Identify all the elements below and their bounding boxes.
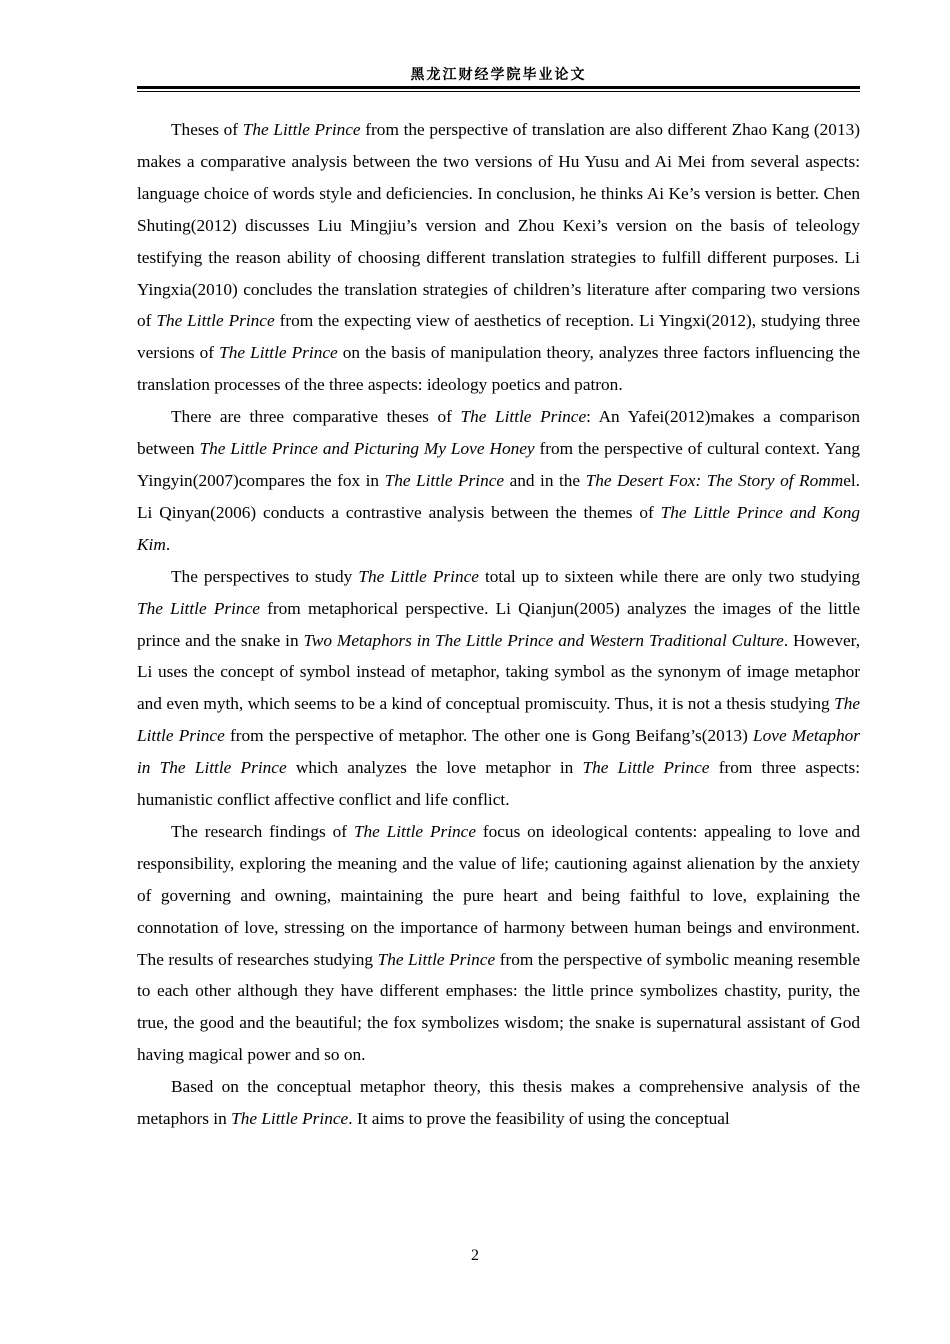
text-span: from the perspective of metaphor. The other one is Gong Beifang’s(2013) (224, 726, 754, 746)
text-span: . It aims to prove the feasibility of using the conceptual (348, 1109, 730, 1129)
body-paragraph (137, 1071, 860, 1135)
italic-title-span: The Little Prince (582, 758, 710, 778)
italic-title-span: The Little Prince (242, 120, 361, 139)
text-span: Based on the conceptual metaphor theory, this thesis makes a comprehensive analysis of the metaphors in (137, 1077, 860, 1129)
italic-title-span: The Little Prince and Kong Kim (137, 502, 860, 554)
text-span: from the perspective of symbolic meaning resemble to each other although they have different emphases: the little prince symbolizes chastity, purity, the true, the good and the beautiful; the fox symbolizes wisdom; the snake is supernatural assistant of God having magical power and so on. (137, 949, 860, 1065)
italic-title-span: The Little Prince (460, 407, 587, 427)
italic-title-span: The Little Prince (156, 311, 275, 331)
italic-title-span: The Little Prince (137, 694, 860, 746)
text-span: from the perspective of translation are also different Zhao Kang (2013) makes a comparative analysis between the two versions of Hu Yusu and Ai Mei from several aspects: language choice of words style and deficiencies. In conclusion, he thinks Ai Ke’s version is better. Chen Shuting(2012) discusses Liu Mingjiu’s version and Zhou Kexi’s version on the basis of teleology testifying the reason ability of choosing different translation strategies to fulfill different purposes. Li Yingxia(2010) concludes the translation strategies of children’s literature after comparing two versions of (137, 120, 860, 331)
header-rule-thin (137, 91, 860, 92)
text-span: from the perspective of cultural context. Yang Yingyin(2007)compares the fox in (137, 439, 860, 490)
header-rule-thick (137, 86, 860, 89)
italic-title-span: The Little Prince (377, 949, 496, 969)
text-span: focus on ideological contents: appealing to love and responsibility, exploring the meaning and the value of life; cautioning against alienation by the anxiety of governing and owning, maintaining the pure heart and being faithful to love, explaining the connotation of love, stressing on the importance of harmony between human beings and environment. The results of researches studying (137, 821, 860, 969)
body-paragraph (137, 401, 860, 561)
italic-title-span: The Little Prince (384, 470, 505, 490)
text-span: and in the (504, 470, 586, 490)
page-header-title: 黑龙江财经学院毕业论文 (410, 67, 587, 83)
text-span: from metaphorical perspective. Li Qianjun(2005) analyzes the images of the little prince and the snake in (137, 598, 860, 650)
body-paragraph (137, 114, 860, 401)
document-body (137, 114, 860, 1135)
text-span: from three aspects: humanistic conflict affective conflict and life conflict. (137, 758, 860, 810)
italic-title-span: The Little Prince (137, 598, 260, 618)
text-span: on the basis of manipulation theory, analyzes three factors influencing the translation processes of the three aspects: ideology poetics and patron. (137, 343, 860, 395)
italic-title-span: The Desert Fox: The Story of Romm (585, 470, 844, 490)
italic-title-span: The Little Prince (219, 343, 338, 363)
text-span: which analyzes the love metaphor in (286, 758, 583, 778)
text-span: el. Li Qinyan(2006) conducts a contrastive analysis between the themes of (137, 470, 860, 522)
body-paragraph (137, 816, 860, 1071)
body-paragraph (137, 561, 860, 816)
text-span: . (165, 534, 171, 554)
page-number: 2 (471, 1247, 479, 1264)
text-span: There are three comparative theses of (171, 407, 461, 427)
italic-title-span: Love Metaphor in The Little Prince (137, 726, 861, 778)
italic-title-span: The Little Prince (231, 1109, 349, 1129)
italic-title-span: The Little Prince (353, 821, 477, 841)
text-span: from the expecting view of aesthetics of reception. Li Yingxi(2012), studying three versions of (137, 311, 861, 363)
italic-title-span: The Little Prince and Picturing My Love Honey (199, 439, 535, 459)
text-span: : An Yafei(2012)makes a comparison between (137, 407, 860, 459)
text-span: total up to sixteen while there are only two studying (478, 566, 860, 586)
italic-title-span: Two Metaphors in The Little Prince and Western Traditional Culture (303, 630, 784, 650)
text-span: . However, Li uses the concept of symbol instead of metaphor, taking symbol as the synonym of image metaphor and even myth, which seems to be a kind of conceptual promiscuity. Thus, it is not a thesis studying (137, 630, 861, 714)
italic-title-span: The Little Prince (358, 566, 479, 586)
text-span: The research findings of (171, 821, 354, 841)
text-span: Theses of (171, 120, 243, 139)
text-span: The perspectives to study (171, 566, 359, 586)
